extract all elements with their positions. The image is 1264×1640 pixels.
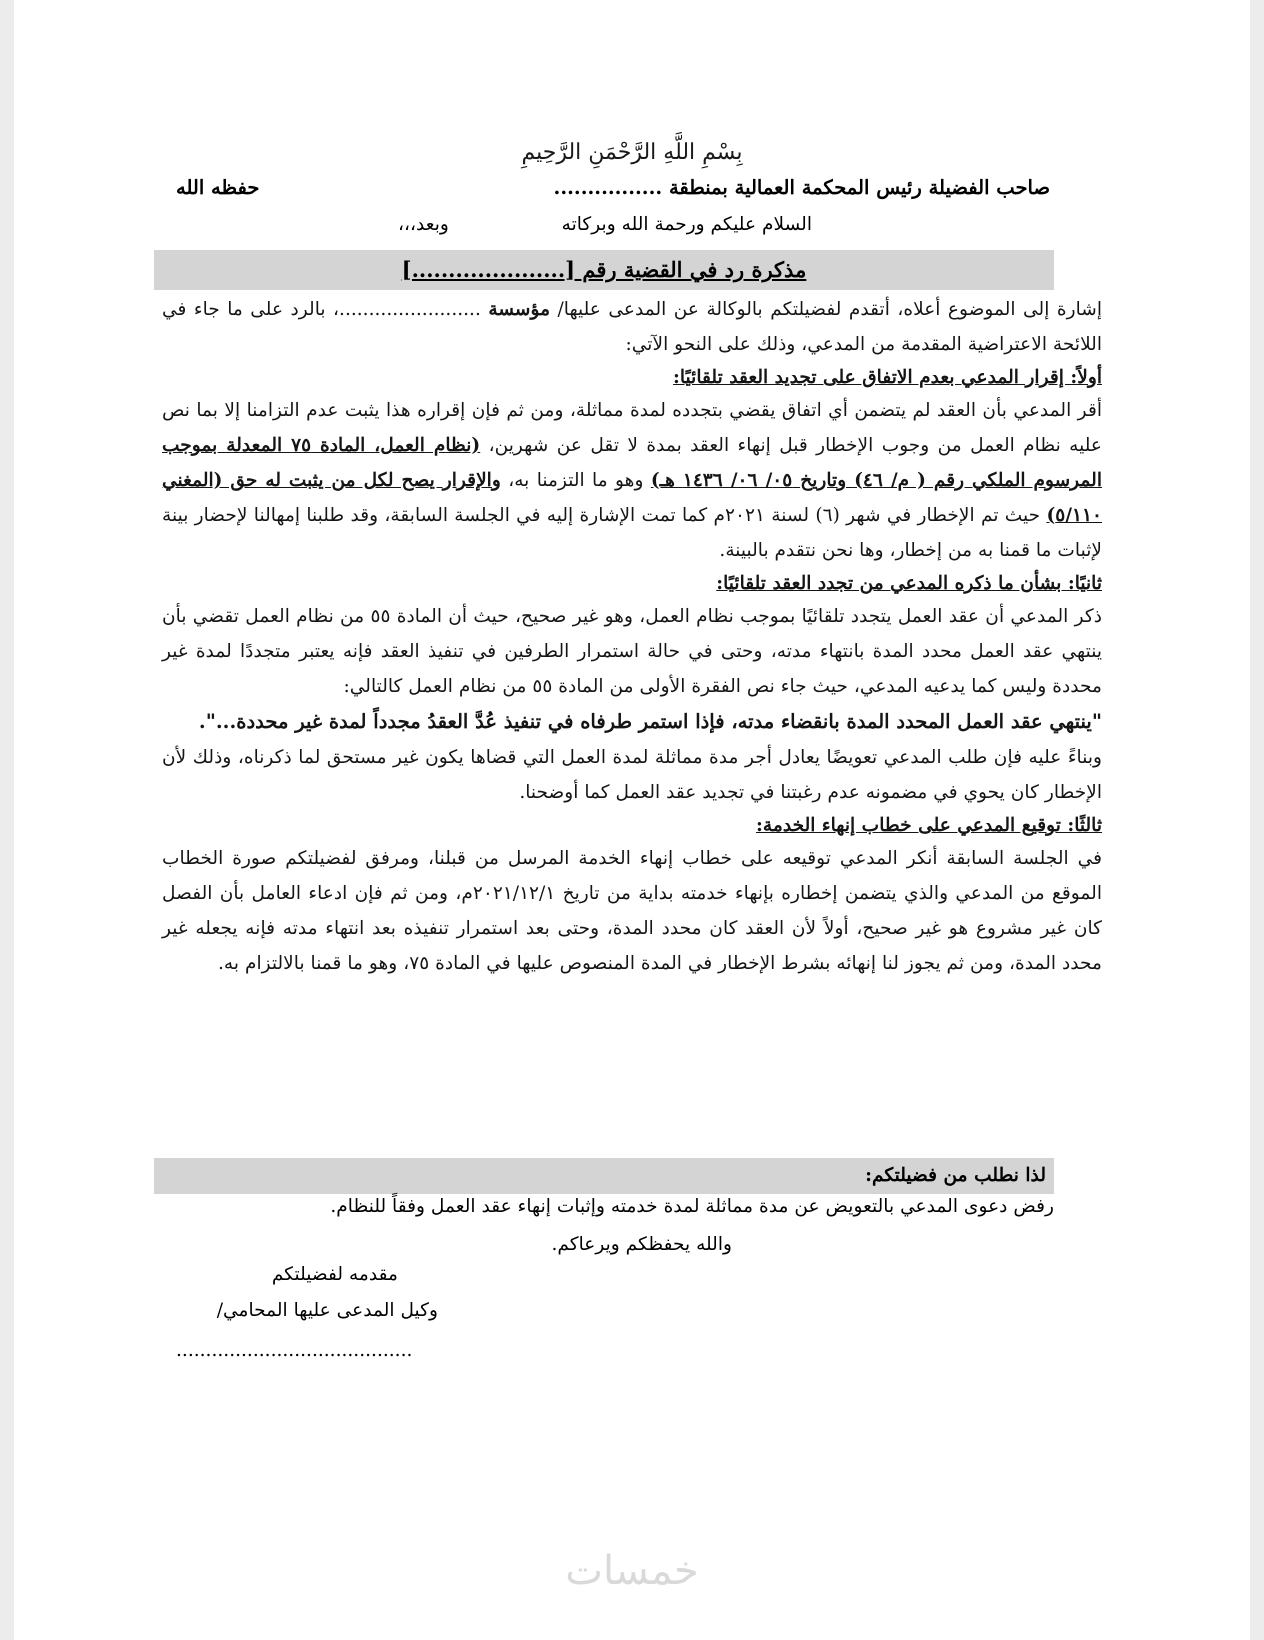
greeting: السلام عليكم ورحمة الله وبركاته (561, 214, 812, 235)
section1-heading: أولاً: إقرار المدعي بعدم الاتفاق على تجديد العقد تلقائيًا: (673, 367, 1102, 388)
section2-conclusion: وبناءً عليه فإن طلب المدعي تعويضًا يعادل أجر مدة مماثلة لمدة العمل التي قضاها يكون غير مستحق لما ذكرناه، وذلك لأن الإخطار كان يحوي في مضمونه عدم رغبتنا في تجديد عقد العمل كما أوضحنا. (162, 747, 1102, 803)
section3-paragraph: في الجلسة السابقة أنكر المدعي توقيعه على خطاب إنهاء الخدمة المرسل من قبلنا، ومرفق لفضيلتكم صورة الخطاب الموقع من المدعي والذي يتضمن إخطاره بإنهاء خدمته بداية من تاريخ ٢٠٢١/١٢/١م، ومن ثم فإن ادعاء العامل بأن الفصل كان غير مشروع هو غير صحيح، أولاً لأن العقد كان محدد المدة، وحتى بعد استمرار تنفيذه بعد انتهاء مدته فإنه يجعله غير محدد المدة، ومن ثم يجوز لنا إنهائه بشرط الإخطار في المدة المنصوص عليها في المادة ٧٥، وهو ما قمنا بالالتزام به. (162, 848, 1102, 974)
after-greeting: وبعد،،، (398, 214, 449, 235)
section3-heading: ثالثًا: توقيع المدعي على خطاب إنهاء الخدمة: (756, 815, 1102, 836)
document-title: مذكرة رد في القضية رقم [.....................] (401, 257, 807, 282)
signature-line: ........................................ (176, 1340, 413, 1361)
section1-citation: (نظام العمل، المادة ٧٥ المعدلة بموجب المرسوم الملكي رقم ( م/ ٤٦) وتاريخ ٠٥/ ٠٦/ ١٤٣٦ هـ) (162, 435, 1103, 491)
section1-principle: والإقرار يصح لكل من يثبت له حق (المغني ٥/١١٠) (162, 470, 1102, 526)
signature-presented-by: مقدمه لفضيلتكم (271, 1264, 398, 1285)
addressee: صاحب الفضيلة رئيس المحكمة العمالية بمنطقة ................ (553, 176, 1050, 199)
intro-entity: مؤسسة (488, 299, 551, 320)
request-heading: لذا نطلب من فضيلتكم: (865, 1165, 1046, 1186)
section1-text-2: وهو ما التزمنا به، (500, 470, 651, 491)
section2-paragraph: ذكر المدعي أن عقد العمل يتجدد تلقائيًا بموجب نظام العمل، وهو غير صحيح، حيث أن المادة ٥٥ من نظام العمل تقضي بأن ينتهي عقد العمل محدد المدة بانتهاء مدته، وحتى في حالة استمرار الطرفين في تنفيذ العقد فإنه يعتبر متجددًا لمدة غير محددة وليس كما يدعيه المدعي، حيث جاء نص الفقرة الأولى من المادة ٥٥ من نظام العمل كالتالي: (162, 606, 1102, 697)
section1-text: أقر المدعي بأن العقد لم يتضمن أي اتفاق يقضي بتجدده لمدة مماثلة، ومن ثم فإن إقراره هذا يثبت عدم التزامنا إلا بما نص عليه نظام العمل من وجوب الإخطار قبل إنهاء العقد بمدة لا تقل عن شهرين، (162, 400, 1102, 456)
document-body (162, 292, 1102, 981)
intro-text-continued: ........................، بالرد على ما جاء في اللائحة الاعتراضية المقدمة من المدعي، وذلك على النحو الآتي: (162, 299, 1102, 355)
section1-paragraph (162, 393, 1102, 568)
intro-text: إشارة إلى الموضوع أعلاه، أتقدم لفضيلتكم بالوكالة عن المدعى عليها/ (550, 299, 1102, 320)
section2-heading: ثانيًا: بشأن ما ذكره المدعي من تجدد العقد تلقائيًا: (716, 573, 1102, 594)
basmala: بِسْمِ اللَّهِ الرَّحْمَنِ الرَّحِيمِ (521, 140, 743, 165)
title-bar (154, 250, 1054, 290)
section1-text-3: حيث تم الإخطار في شهر (٦) لسنة ٢٠٢١م كما تمت الإشارة إليه في الجلسة السابقة، وقد طلبنا إمهالنا لإحضار بينة لإثبات ما قمنا به من إخطار، وها نحن نتقدم بالبينة. (162, 505, 1102, 561)
intro-paragraph (162, 292, 1102, 362)
request-text: رفض دعوى المدعي بالتعويض عن مدة مماثلة لمدة خدمته وإثبات إنهاء عقد العمل وفقاً للنظام. (330, 1196, 1054, 1217)
blessing: حفظه الله (176, 176, 260, 199)
closing: والله يحفظكم ويرعاكم. (551, 1234, 732, 1255)
request-bar (154, 1158, 1054, 1194)
article-quote: "ينتهي عقد العمل المحدد المدة بانقضاء مدته، فإذا استمر طرفاه في تنفيذ عُدَّ العقدُ مجدداً لمدة غير محددة...". (198, 710, 1102, 733)
signature-role: وكيل المدعى عليها المحامي/ (216, 1300, 438, 1321)
watermark-logo: خمسات (565, 1548, 699, 1594)
